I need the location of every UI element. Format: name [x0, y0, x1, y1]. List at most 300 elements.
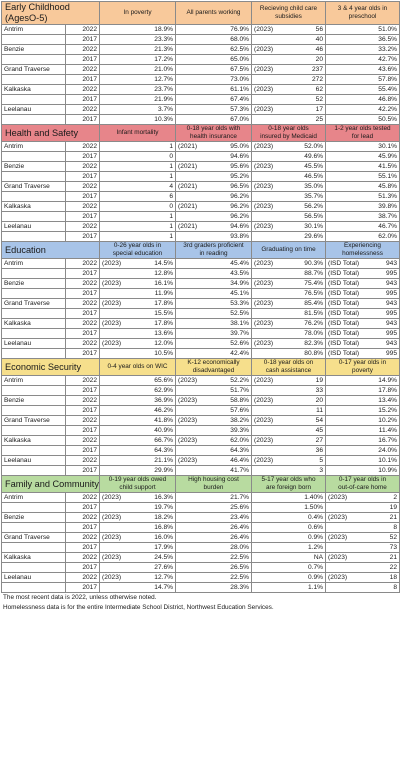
value-cell: [326, 573, 400, 583]
value-wrap: [328, 212, 397, 221]
value-cell: [100, 192, 176, 202]
value: 14.5%: [154, 260, 173, 267]
table-row: [2, 65, 400, 75]
value-cell: [326, 319, 400, 329]
value-cell: [326, 553, 400, 563]
value-cell: [100, 95, 176, 105]
value: 49.6%: [304, 153, 323, 160]
footnote-line: Homelessness data is for the entire Intermediate School District, Northwest Education Services.: [3, 604, 274, 611]
value: 54: [315, 417, 323, 424]
value: 16.3%: [154, 494, 173, 501]
value-cell: [252, 75, 326, 85]
table-row: [2, 349, 400, 359]
county-name: Benzie: [2, 45, 66, 55]
value-cell: [252, 349, 326, 359]
value-cell: [252, 436, 326, 446]
column-header-line: 1-2 year olds tested: [334, 125, 391, 132]
value-wrap: [102, 543, 173, 552]
value-cell: [100, 259, 176, 269]
value-cell: [252, 446, 326, 456]
value-cell: [252, 269, 326, 279]
table-row: [2, 232, 400, 242]
value-wrap: [254, 222, 323, 231]
value: 55.4%: [378, 86, 397, 93]
value: 995: [385, 330, 397, 337]
value: 22: [389, 564, 397, 571]
value-cell: [100, 456, 176, 466]
value-cell: [100, 162, 176, 172]
column-header: [252, 2, 326, 25]
value-cell: [252, 503, 326, 513]
value: 76.9%: [230, 26, 249, 33]
value-note: (2023): [254, 437, 274, 444]
value-cell: [326, 289, 400, 299]
value-wrap: [102, 202, 173, 211]
value-note: (2023): [254, 377, 274, 384]
value-cell: [252, 376, 326, 386]
value: 46.4%: [230, 457, 249, 464]
value-cell: [176, 279, 252, 289]
table-row: [2, 309, 400, 319]
value-wrap: [328, 339, 397, 348]
value-cell: [100, 289, 176, 299]
value: 3.7%: [157, 106, 173, 113]
value-cell: [326, 309, 400, 319]
table-row: [2, 162, 400, 172]
column-header-line: insured by Medicaid: [260, 133, 317, 140]
value-wrap: [178, 192, 249, 201]
value: 76.5%: [304, 290, 323, 297]
value: 51.0%: [378, 26, 397, 33]
value: 52.2%: [230, 377, 249, 384]
value-wrap: [254, 503, 323, 512]
year-cell: 2022: [66, 376, 100, 386]
value-cell: [176, 232, 252, 242]
value-cell: [326, 45, 400, 55]
value-wrap: [178, 182, 249, 191]
footnotes: [1, 593, 399, 613]
year-cell: 2022: [66, 222, 100, 232]
value-note: (2023): [254, 106, 274, 113]
value-wrap: [102, 85, 173, 94]
value: 10.1%: [378, 457, 397, 464]
value-note: (ISD Total): [328, 310, 360, 317]
value-wrap: [254, 162, 323, 171]
value-note: (2023): [254, 260, 274, 267]
value-cell: [100, 142, 176, 152]
value-wrap: [254, 65, 323, 74]
value: 20: [315, 56, 323, 63]
value: 52.0%: [304, 143, 323, 150]
value-wrap: [254, 543, 323, 552]
value-wrap: [328, 202, 397, 211]
value-wrap: [328, 319, 397, 328]
value-cell: [176, 513, 252, 523]
value-wrap: [102, 523, 173, 532]
column-header: [326, 476, 400, 493]
value-cell: [176, 466, 252, 476]
year-cell: 2022: [66, 105, 100, 115]
value-cell: [326, 25, 400, 35]
value: 17.8%: [378, 387, 397, 394]
value: 51.3%: [378, 193, 397, 200]
county-name: [2, 406, 66, 416]
value: 33.2%: [378, 46, 397, 53]
value-wrap: [254, 105, 323, 114]
table-row: [2, 222, 400, 232]
value-cell: [326, 65, 400, 75]
value-cell: [252, 523, 326, 533]
value: 237: [311, 66, 323, 73]
county-name: [2, 563, 66, 573]
column-header-line: for lead: [351, 133, 374, 140]
value-wrap: [254, 523, 323, 532]
value-note: (ISD Total): [328, 270, 360, 277]
value-wrap: [254, 309, 323, 318]
value-note: (ISD Total): [328, 320, 360, 327]
value: 46.7%: [378, 223, 397, 230]
value: 0.9%: [307, 574, 323, 581]
health-header-row: [2, 125, 400, 142]
value: 26.4%: [230, 534, 249, 541]
county-name: Grand Traverse: [2, 416, 66, 426]
table-row: [2, 396, 400, 406]
table-row: [2, 212, 400, 222]
value-cell: [100, 436, 176, 446]
value-cell: [100, 466, 176, 476]
value-wrap: [254, 386, 323, 395]
value-cell: [176, 553, 252, 563]
value-wrap: [102, 279, 173, 288]
value-wrap: [328, 583, 397, 592]
value-cell: [176, 95, 252, 105]
column-header-line: poverty: [352, 367, 373, 374]
value-wrap: [328, 232, 397, 241]
value: 52: [315, 96, 323, 103]
value: 27.6%: [154, 564, 173, 571]
value: 38.1%: [230, 320, 249, 327]
value-wrap: [178, 85, 249, 94]
column-header-line: homelessness: [342, 250, 383, 257]
value-cell: [326, 172, 400, 182]
table-row: [2, 456, 400, 466]
value-cell: [100, 543, 176, 553]
county-name: [2, 309, 66, 319]
year-cell: 2017: [66, 446, 100, 456]
value-cell: [176, 386, 252, 396]
value: 40.9%: [154, 427, 173, 434]
value-wrap: [254, 493, 323, 502]
value-wrap: [178, 553, 249, 562]
value-cell: [100, 503, 176, 513]
year-cell: 2017: [66, 289, 100, 299]
value: 4: [169, 183, 173, 190]
value-wrap: [254, 75, 323, 84]
value-wrap: [328, 142, 397, 151]
value-note: (2023): [254, 300, 274, 307]
value-cell: [176, 105, 252, 115]
value: 21.9%: [154, 96, 173, 103]
value: 42.2%: [378, 106, 397, 113]
table-row: [2, 339, 400, 349]
column-header-line: 0-18 year olds on: [263, 359, 314, 366]
value-wrap: [102, 105, 173, 114]
county-name: Leelanau: [2, 339, 66, 349]
value-wrap: [178, 279, 249, 288]
value: 995: [385, 270, 397, 277]
value-cell: [100, 583, 176, 593]
county-name: [2, 329, 66, 339]
value-cell: [100, 269, 176, 279]
value-cell: [326, 446, 400, 456]
county-name: Antrim: [2, 493, 66, 503]
value-wrap: [254, 35, 323, 44]
family-header-row: [2, 476, 400, 493]
value-wrap: [328, 376, 397, 385]
value-wrap: [178, 503, 249, 512]
value-wrap: [178, 152, 249, 161]
value: 13.6%: [154, 330, 173, 337]
column-header-line: In poverty: [123, 9, 152, 16]
value-cell: [252, 386, 326, 396]
value-wrap: [254, 192, 323, 201]
value-wrap: [102, 309, 173, 318]
value: 995: [385, 310, 397, 317]
value: 11.4%: [378, 427, 397, 434]
value-wrap: [102, 172, 173, 181]
value-wrap: [178, 232, 249, 241]
value-wrap: [254, 289, 323, 298]
value-cell: [100, 426, 176, 436]
year-cell: 2017: [66, 426, 100, 436]
value-cell: [326, 466, 400, 476]
year-cell: 2022: [66, 436, 100, 446]
value-cell: [100, 25, 176, 35]
value-cell: [252, 95, 326, 105]
county-name: Benzie: [2, 162, 66, 172]
table-row: [2, 85, 400, 95]
value-wrap: [178, 55, 249, 64]
value-wrap: [254, 202, 323, 211]
table-row: [2, 583, 400, 593]
value-wrap: [328, 573, 397, 582]
value: 43.5%: [230, 270, 249, 277]
column-header: [100, 2, 176, 25]
value: 11: [316, 407, 323, 414]
value-cell: [252, 65, 326, 75]
year-cell: 2017: [66, 386, 100, 396]
value-cell: [252, 456, 326, 466]
table-row: [2, 493, 400, 503]
value: 81.5%: [304, 310, 323, 317]
value: 22.5%: [230, 574, 249, 581]
value: 95.6%: [230, 163, 249, 170]
value: 57.3%: [230, 106, 249, 113]
value-cell: [100, 406, 176, 416]
value-cell: [326, 329, 400, 339]
value-cell: [176, 533, 252, 543]
value: 21: [389, 554, 397, 561]
value-cell: [252, 426, 326, 436]
value: 29.6%: [304, 233, 323, 240]
value-wrap: [328, 523, 397, 532]
value-cell: [326, 436, 400, 446]
value-wrap: [254, 436, 323, 445]
value-cell: [252, 279, 326, 289]
value-wrap: [178, 259, 249, 268]
county-name: [2, 466, 66, 476]
value: 42.4%: [230, 350, 249, 357]
value-note: (2023): [328, 534, 348, 541]
table-row: [2, 172, 400, 182]
value: 22.5%: [230, 554, 249, 561]
county-name: [2, 583, 66, 593]
value: 20: [315, 397, 323, 404]
table-row: [2, 55, 400, 65]
value-cell: [326, 232, 400, 242]
value: 17.2%: [154, 56, 173, 63]
value-cell: [100, 75, 176, 85]
value-cell: [326, 55, 400, 65]
value-cell: [326, 162, 400, 172]
table-row: [2, 35, 400, 45]
value-wrap: [254, 142, 323, 151]
table-row: [2, 202, 400, 212]
value-wrap: [178, 222, 249, 231]
column-header: [252, 242, 326, 259]
value-wrap: [254, 533, 323, 542]
year-cell: 2022: [66, 396, 100, 406]
value: 45.1%: [230, 290, 249, 297]
value-cell: [176, 319, 252, 329]
value-wrap: [254, 376, 323, 385]
value-cell: [252, 533, 326, 543]
value-cell: [326, 456, 400, 466]
table-row: [2, 45, 400, 55]
value-wrap: [328, 222, 397, 231]
table-row: [2, 503, 400, 513]
county-name: Kalkaska: [2, 436, 66, 446]
value-wrap: [328, 259, 397, 268]
value-wrap: [254, 329, 323, 338]
value-wrap: [328, 426, 397, 435]
value-wrap: [328, 45, 397, 54]
value-wrap: [178, 172, 249, 181]
value: 28.3%: [230, 584, 249, 591]
value: 56: [315, 26, 323, 33]
value-wrap: [102, 212, 173, 221]
value: 41.7%: [230, 467, 249, 474]
economic-header-row: [2, 359, 400, 376]
county-name: [2, 95, 66, 105]
value-cell: [176, 493, 252, 503]
value-cell: [252, 513, 326, 523]
value-wrap: [178, 105, 249, 114]
value: 96.5%: [230, 183, 249, 190]
value-wrap: [328, 289, 397, 298]
value-cell: [252, 45, 326, 55]
value: 17.9%: [154, 544, 173, 551]
value-note: (2023): [178, 417, 198, 424]
value-cell: [252, 319, 326, 329]
year-cell: 2022: [66, 513, 100, 523]
value-cell: [252, 396, 326, 406]
year-cell: 2022: [66, 319, 100, 329]
value: 46.5%: [304, 173, 323, 180]
column-header-line: 0-17 year olds in: [338, 476, 387, 483]
value-cell: [176, 426, 252, 436]
value-note: (2023): [102, 320, 122, 327]
county-name: Antrim: [2, 142, 66, 152]
value-note: (2023): [254, 26, 274, 33]
year-cell: 2017: [66, 55, 100, 65]
value-wrap: [254, 182, 323, 191]
value-cell: [176, 259, 252, 269]
value-cell: [326, 85, 400, 95]
value-wrap: [102, 222, 173, 231]
value-cell: [252, 212, 326, 222]
value-cell: [326, 192, 400, 202]
county-name: [2, 386, 66, 396]
value-cell: [326, 35, 400, 45]
value-wrap: [178, 115, 249, 124]
value-wrap: [254, 466, 323, 475]
value-cell: [326, 212, 400, 222]
value-wrap: [254, 172, 323, 181]
county-name: [2, 426, 66, 436]
value-cell: [252, 25, 326, 35]
value-wrap: [102, 446, 173, 455]
column-header-line: burden: [203, 484, 224, 491]
value-wrap: [254, 349, 323, 358]
value: 68.0%: [230, 36, 249, 43]
year-cell: 2017: [66, 269, 100, 279]
value: 16.0%: [154, 534, 173, 541]
year-cell: 2022: [66, 85, 100, 95]
value-cell: [100, 553, 176, 563]
value-cell: [252, 182, 326, 192]
value-cell: [326, 202, 400, 212]
value-wrap: [178, 289, 249, 298]
value-wrap: [254, 85, 323, 94]
value: 38.2%: [230, 417, 249, 424]
column-header-line: cash assistance: [265, 367, 312, 374]
value-cell: [100, 563, 176, 573]
value-wrap: [102, 25, 173, 34]
value-cell: [252, 55, 326, 65]
value-wrap: [178, 386, 249, 395]
value: 62: [315, 86, 323, 93]
value-cell: [100, 232, 176, 242]
value-cell: [176, 182, 252, 192]
value-cell: [252, 416, 326, 426]
value: 62.0%: [378, 233, 397, 240]
value-wrap: [178, 446, 249, 455]
value-cell: [252, 466, 326, 476]
value-wrap: [328, 309, 397, 318]
value: 23.7%: [154, 86, 173, 93]
value-wrap: [102, 513, 173, 522]
value-cell: [100, 55, 176, 65]
column-header-line: Infant mortality: [116, 129, 159, 136]
value: 19: [315, 377, 323, 384]
year-cell: 2017: [66, 232, 100, 242]
value-wrap: [328, 85, 397, 94]
value-note: (2023): [102, 554, 122, 561]
value-note: (2023): [178, 377, 198, 384]
value-wrap: [178, 65, 249, 74]
value-wrap: [178, 396, 249, 405]
